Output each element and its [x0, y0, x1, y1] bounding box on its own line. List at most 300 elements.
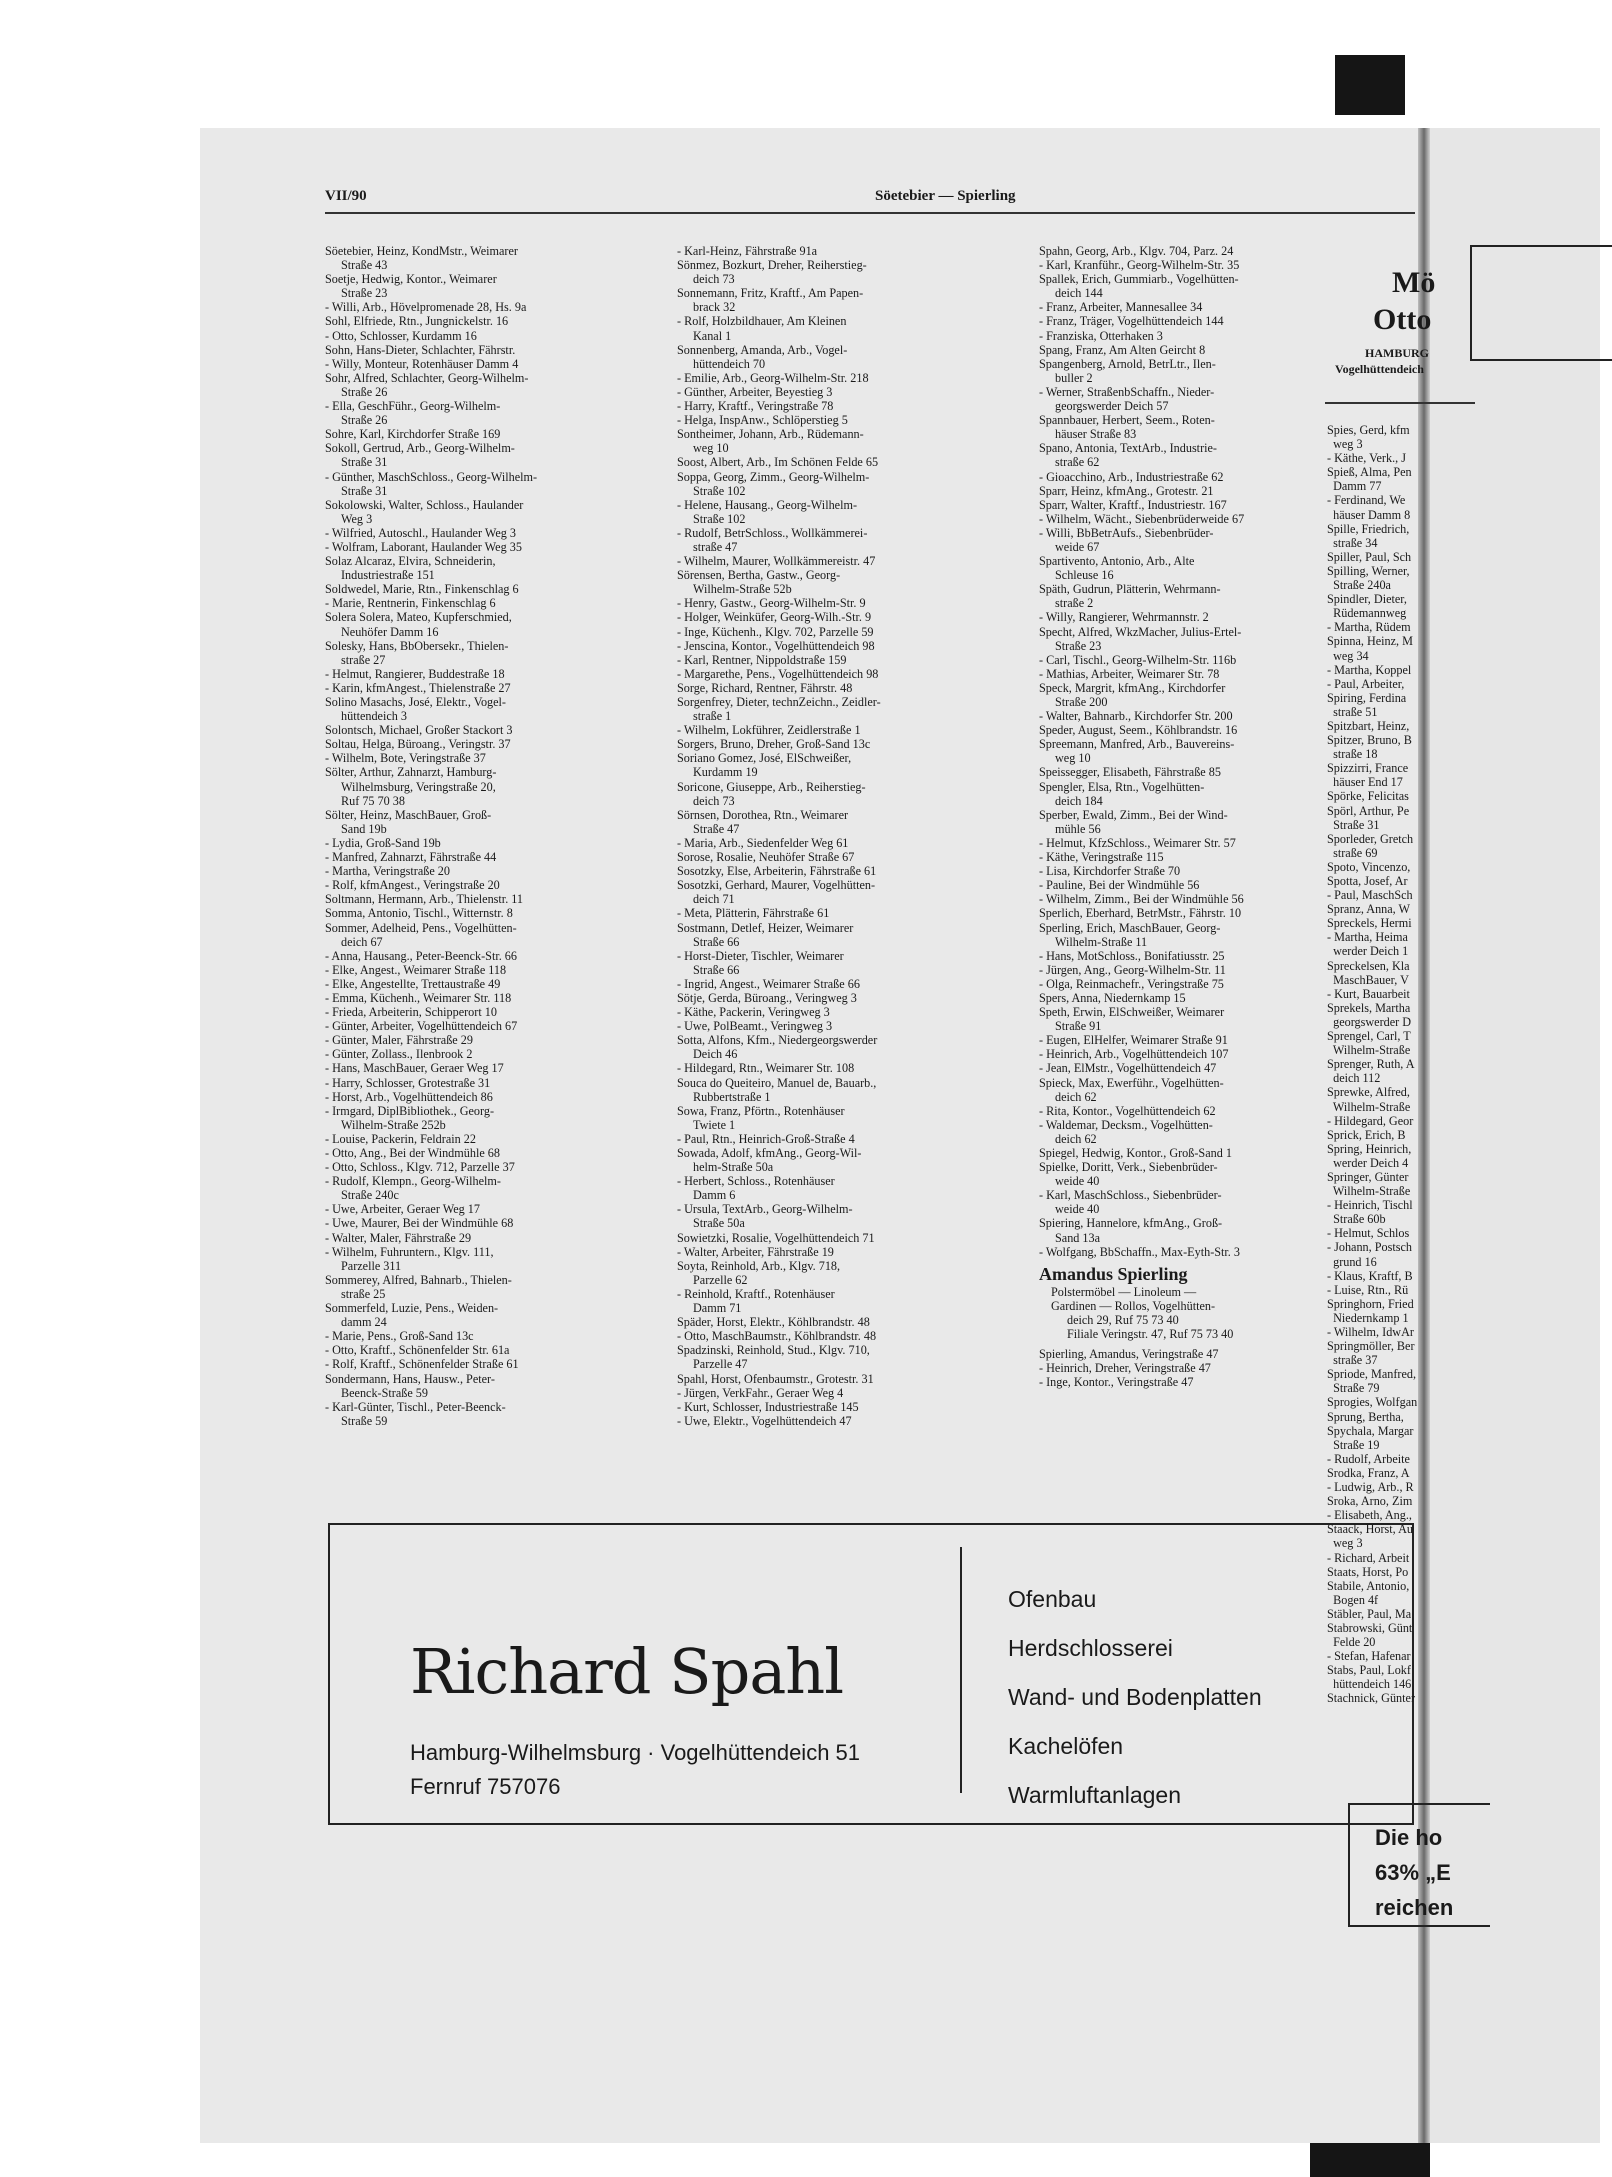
directory-entry: [677, 1076, 1015, 1104]
entry-continuation: Straße 102: [693, 511, 746, 526]
entry-continuation: Wilhelm-Straße 252b: [341, 1117, 446, 1132]
entry-continuation: georgswerder Deich 57: [1055, 399, 1169, 414]
entry-line: - Franziska, Otterhaken 3: [1039, 328, 1163, 343]
directory-entry: [677, 906, 1015, 920]
entry-line: - Karin, kfmAngest., Thielenstraße 27: [325, 680, 511, 695]
entry-line: - Paul, Rtn., Heinrich-Groß-Straße 4: [677, 1131, 855, 1146]
directory-entry: [677, 526, 1015, 554]
directory-entry: [325, 751, 663, 765]
entry-line: - Horst-Dieter, Tischler, Weimarer: [677, 948, 844, 963]
entry-line: Solaz Alcaraz, Elvira, Schneiderin,: [325, 554, 496, 569]
entry-line: Souca do Queiteiro, Manuel de, Bauarb.,: [677, 1075, 877, 1090]
entry-line: - Ingrid, Angest., Weimarer Straße 66: [677, 976, 860, 991]
ad-divider: [960, 1547, 962, 1793]
directory-entry: [325, 526, 663, 540]
entry-line: Sperlich, Eberhard, BetrMstr., Fährstr. 10: [1039, 906, 1242, 921]
entry-continuation: straße 47: [693, 539, 738, 554]
directory-entry: [325, 1202, 663, 1216]
directory-entry: [325, 1245, 663, 1273]
directory-entry: [1039, 343, 1377, 357]
entry-continuation: Weg 3: [341, 511, 373, 526]
entry-continuation: weide 67: [1055, 539, 1100, 554]
directory-entry: [325, 1301, 663, 1329]
entry-continuation: Straße 66: [693, 934, 740, 949]
directory-entry: [325, 357, 663, 371]
directory-entry: [677, 1104, 1015, 1132]
entry-line: - Ella, GeschFühr., Georg-Wilhelm-: [325, 399, 501, 414]
page-number: VII/90: [325, 188, 367, 204]
entry-line: Spartivento, Antonio, Arb., Alte: [1039, 554, 1195, 569]
ad-service: Warmluftanlagen: [1008, 1782, 1182, 1808]
directory-entry: [325, 610, 663, 638]
directory-entry: [677, 1414, 1015, 1428]
amandus-line: Filiale Veringstr. 47, Ruf 75 73 40: [1067, 1327, 1234, 1342]
directory-entry: [325, 808, 663, 836]
directory-entry: [325, 329, 663, 343]
directory-entry: [325, 892, 663, 906]
header-rule: [325, 212, 1415, 214]
entry-continuation: Schleuse 16: [1055, 568, 1114, 583]
entry-line: - Wolfram, Laborant, Haulander Weg 35: [325, 539, 522, 554]
entry-line: - Louise, Packerin, Feldrain 22: [325, 1131, 476, 1146]
directory-entry: [325, 1132, 663, 1146]
entry-line: Spallek, Erich, Gummiarb., Vogelhütten-: [1039, 272, 1239, 287]
entry-line: - Hans, MaschBauer, Geraer Weg 17: [325, 1061, 504, 1076]
directory-entry: [677, 455, 1015, 469]
entry-line: - Manfred, Zahnarzt, Fährstraße 44: [325, 850, 497, 865]
directory-entry: [325, 371, 663, 399]
directory-entry: [677, 1005, 1015, 1019]
right-page-column: Spies, Gerd, kfm weg 3 - Käthe, Verk., J Spieß, Alma, Pen Damm 77 - Ferdinand, We häuser Damm 8 Spille, Friedrich, straße 34 Spiller, Paul, Sch Spilling, Werner, Straße 240a Spindler, Dieter, Rüdemannweg - Martha, Rüdem Spinna, Heinz, M weg 34 - Martha, Koppel - Paul, Arbeiter, Spiring, Ferdina straße 51 Spitzbart, Heinz, Spitzer, Bruno, B straße 18 Spizzirri, France häuser End 17 Spörke, Felicitas Spörl, Arthur, Pe Straße 31 Sporleder, Gretch straße 69 Spoto, Vincenzo, Spotta, Josef, Ar - Paul, MaschSch Spranz, Anna, W Spreckels, Hermi - Martha, Heima werder Deich 1 Spreckelsen, Kla MaschBauer, V - Kurt, Bauarbeit Sprekels, Martha georgswerder D Sprengel, Carl, T Wilhelm-Straße Sprenger, Ruth, A deich 112 Sprewke, Alfred, Wilhelm-Straße - Hildegard, Geor Sprick, Erich, B Spring, Heinrich, werder Deich 4 Springer, Günter Wilhelm-Straße - Heinrich, Tischl Straße 60b - Helmut, Schlos - Johann, Postsch grund 16 - Klaus, Kraftf, B - Luise, Rtn., Rü Springhorn, Fried Niedernkamp 1 - Wilhelm, IdwAr Springmöller, Ber straße 37 Spriode, Manfred, Straße 79 Sprogies, Wolfgan Sprung, Bertha, Spychala, Margar Straße 19 - Rudolf, Arbeite Srodka, Franz, A - Ludwig, Arb., R Sroka, Arno, Zim - Elisabeth, Ang., Staack, Horst, Au weg 3 - Richard, Arbeit Staats, Horst, Po Stabile, Antonio, Bogen 4f Stäbler, Paul, Ma Stabrowski, Günt Felde 20 - Stefan, Hafenar Stabs, Paul, Lokf hüttendeich 146 Stachnick, Günter: [1327, 423, 1418, 1706]
entry-line: - Herbert, Schloss., Rotenhäuser: [677, 1174, 835, 1189]
entry-line: - Käthe, Veringstraße 115: [1039, 850, 1164, 865]
entry-line: - Meta, Plätterin, Fährstraße 61: [677, 906, 830, 921]
entry-line: Sosotzky, Else, Arbeiterin, Fährstraße 61: [677, 864, 877, 879]
entry-line: - Uwe, PolBeamt., Veringweg 3: [677, 1019, 833, 1034]
entry-line: - Willi, Arb., Hövelpromenade 28, Hs. 9a: [325, 300, 527, 315]
entry-continuation: damm 24: [341, 1315, 387, 1330]
directory-entry: [677, 244, 1015, 258]
entry-line: - Rita, Kontor., Vogelhüttendeich 62: [1039, 1103, 1216, 1118]
entry-line: - Inge, Kontor., Veringstraße 47: [1039, 1375, 1194, 1390]
entry-line: Sorgers, Bruno, Dreher, Groß-Sand 13c: [677, 737, 871, 752]
directory-entry: [677, 1061, 1015, 1075]
entry-line: - Otto, Schlosser, Kurdamm 16: [325, 328, 477, 343]
entry-continuation: helm-Straße 50a: [693, 1160, 774, 1175]
directory-entry: [325, 1019, 663, 1033]
directory-entry: [325, 878, 663, 892]
directory-entry: [677, 667, 1015, 681]
entry-line: Sölter, Arthur, Zahnarzt, Hamburg-: [325, 765, 497, 780]
entry-line: - Henry, Gastw., Georg-Wilhelm-Str. 9: [677, 596, 866, 611]
entry-line: Sparr, Walter, Kraftf., Industriestr. 167: [1039, 497, 1227, 512]
directory-entry: [677, 949, 1015, 977]
entry-continuation: Ruf 75 70 38: [341, 793, 405, 808]
entry-continuation: Straße 47: [693, 821, 740, 836]
entry-line: Sölter, Heinz, MaschBauer, Groß-: [325, 807, 492, 822]
entry-line: - Willy, Monteur, Rotenhäuser Damm 4: [325, 356, 519, 371]
entry-continuation: Neuhöfer Damm 16: [341, 624, 439, 639]
directory-entry: [325, 540, 663, 554]
entry-line: Sondermann, Hans, Hausw., Peter-: [325, 1371, 495, 1386]
entry-line: - Heinrich, Dreher, Veringstraße 47: [1039, 1361, 1211, 1376]
entry-line: Speck, Margrit, kfmAng., Kirchdorfer: [1039, 680, 1226, 695]
entry-continuation: Parzelle 311: [341, 1258, 402, 1273]
entry-line: Soppa, Georg, Zimm., Georg-Wilhelm-: [677, 469, 870, 484]
directory-entry: [325, 695, 663, 723]
entry-line: - Uwe, Arbeiter, Geraer Weg 17: [325, 1202, 480, 1217]
right-page-title-2: Otto: [1373, 303, 1432, 336]
directory-entry: [1039, 244, 1377, 258]
amandus-line: Polstermöbel — Linoleum —: [1051, 1284, 1197, 1299]
directory-entry: [677, 1400, 1015, 1414]
entry-continuation: Straße 240c: [341, 1188, 399, 1203]
entry-line: - Walter, Maler, Fährstraße 29: [325, 1230, 472, 1245]
directory-entry: [325, 921, 663, 949]
ad-company-name: Richard Spahl: [410, 1635, 844, 1708]
entry-line: Sötje, Gerda, Büroang., Veringweg 3: [677, 990, 857, 1005]
page-header: VII/90 Söetebier — Spierling: [325, 188, 1016, 204]
directory-entry: [325, 1216, 663, 1230]
directory-entry: [325, 963, 663, 977]
entry-line: Spano, Antonia, TextArb., Industrie-: [1039, 441, 1217, 456]
entry-line: Sohn, Hans-Dieter, Schlachter, Fährstr.: [325, 342, 516, 357]
entry-line: - Lydia, Groß-Sand 19b: [325, 835, 441, 850]
entry-line: - Walter, Bahnarb., Kirchdorfer Str. 200: [1039, 709, 1233, 724]
entry-line: Soltmann, Hermann, Arb., Thielenstr. 11: [325, 892, 524, 907]
entry-line: - Inge, Küchenh., Klgv. 702, Parzelle 59: [677, 624, 874, 639]
directory-entry: [325, 582, 663, 596]
ad-address: Hamburg-Wilhelmsburg · Vogelhüttendeich 51: [410, 1740, 861, 1765]
entry-line: Soriano Gomez, José, ElSchweißer,: [677, 751, 852, 766]
entry-line: - Rudolf, BetrSchloss., Wollkämmerei-: [677, 525, 868, 540]
entry-line: Sohre, Karl, Kirchdorfer Straße 169: [325, 427, 501, 442]
directory-entry: [677, 1343, 1015, 1371]
entry-line: - Waldemar, Decksm., Vogelhütten-: [1039, 1117, 1213, 1132]
entry-line: Sörensen, Bertha, Gastw., Georg-: [677, 568, 841, 583]
right-page-title-1: Mö: [1392, 266, 1436, 299]
entry-line: - Helmut, Rangierer, Buddestraße 18: [325, 666, 505, 681]
entry-line: Soost, Albert, Arb., Im Schönen Felde 65: [677, 455, 879, 470]
entry-line: - Helga, InspAnw., Schlöperstieg 5: [677, 413, 848, 428]
entry-line: Spieck, Max, Ewerführ., Vogelhütten-: [1039, 1075, 1224, 1090]
entry-line: - Frieda, Arbeiterin, Schipperort 10: [325, 1005, 497, 1020]
directory-entry: [677, 921, 1015, 949]
directory-entry: [325, 977, 663, 991]
entry-continuation: Straße 26: [341, 413, 388, 428]
entry-line: - Lisa, Kirchdorfer Straße 70: [1039, 864, 1181, 879]
directory-entry: [325, 399, 663, 427]
directory-entry: [325, 554, 663, 582]
entry-line: - Holger, Weinküfer, Georg-Wilh.-Str. 9: [677, 610, 872, 625]
entry-continuation: deich 67: [341, 934, 383, 949]
entry-line: - Otto, Schloss., Klgv. 712, Parzelle 37: [325, 1160, 515, 1175]
directory-entry: [677, 1231, 1015, 1245]
entry-line: Spiering, Hannelore, kfmAng., Groß-: [1039, 1216, 1223, 1231]
right-page-fragment: [1327, 128, 1600, 2143]
entry-continuation: Straße 66: [693, 962, 740, 977]
directory-entry: [325, 244, 663, 272]
entry-line: - Rolf, kfmAngest., Veringstraße 20: [325, 878, 500, 893]
directory-entry: [677, 1245, 1015, 1259]
entry-continuation: mühle 56: [1055, 821, 1101, 836]
entry-line: - Jenscina, Kontor., Vogelhüttendeich 98: [677, 638, 875, 653]
directory-entry: [677, 695, 1015, 723]
entry-continuation: straße 2: [1055, 596, 1094, 611]
scan-edge-top: [1335, 55, 1405, 115]
directory-entry: [677, 808, 1015, 836]
entry-continuation: Damm 71: [693, 1301, 742, 1316]
entry-line: - Martha, Veringstraße 20: [325, 864, 450, 879]
entry-line: Spadzinski, Reinhold, Stud., Klgv. 710,: [677, 1343, 870, 1358]
left-page: [200, 128, 1418, 2143]
entry-continuation: Parzelle 62: [693, 1272, 748, 1287]
entry-line: - Emma, Küchenh., Weimarer Str. 118: [325, 990, 512, 1005]
directory-entry: [1039, 258, 1377, 272]
entry-line: Speissegger, Elisabeth, Fährstraße 85: [1039, 765, 1221, 780]
directory-entry: [677, 751, 1015, 779]
directory-entry: [677, 1372, 1015, 1386]
entry-line: - Wilhelm, Bote, Veringstraße 37: [325, 751, 486, 766]
entry-continuation: hüttendeich 70: [693, 356, 766, 371]
entry-line: Spreemann, Manfred, Arb., Bauvereins-: [1039, 737, 1235, 752]
directory-entry: [325, 1047, 663, 1061]
entry-line: Sorge, Richard, Rentner, Fährstr. 48: [677, 680, 853, 695]
entry-line: Solontsch, Michael, Großer Stackort 3: [325, 723, 513, 738]
entry-line: Solino Masachs, José, Elektr., Vogel-: [325, 695, 506, 709]
entry-continuation: deich 62: [1055, 1089, 1097, 1104]
entry-line: - Helmut, KfzSchloss., Weimarer Str. 57: [1039, 835, 1236, 850]
entry-continuation: straße 25: [341, 1286, 386, 1301]
entry-continuation: Straße 59: [341, 1413, 388, 1428]
entry-line: Sönmez, Bozkurt, Dreher, Reiherstieg-: [677, 258, 867, 273]
entry-line: Solera Solera, Mateo, Kupferschmied,: [325, 610, 512, 625]
entry-continuation: Parzelle 47: [693, 1357, 748, 1372]
directory-entry: [677, 737, 1015, 751]
entry-line: Spahn, Georg, Arb., Klgv. 704, Parz. 24: [1039, 244, 1234, 258]
entry-line: Späder, Horst, Elektr., Köhlbrandstr. 48: [677, 1315, 870, 1330]
entry-continuation: deich 62: [1055, 1131, 1097, 1146]
directory-entry: [325, 441, 663, 469]
directory-entry: [325, 1160, 663, 1174]
entry-line: - Marie, Rentnerin, Finkenschlag 6: [325, 596, 496, 611]
right-page-city: HAMBURG: [1365, 346, 1429, 360]
entry-line: Sowa, Franz, Pförtn., Rotenhäuser: [677, 1103, 845, 1118]
entry-line: Sostmann, Detlef, Heizer, Weimarer: [677, 920, 854, 935]
entry-line: Sontheimer, Johann, Arb., Rüdemann-: [677, 427, 864, 442]
ad-phone: Fernruf 757076: [410, 1774, 561, 1799]
directory-entry: [325, 1061, 663, 1075]
entry-line: - Günther, Arbeiter, Beyestieg 3: [677, 384, 833, 399]
entry-continuation: Rubbertstraße 1: [693, 1089, 771, 1104]
entry-line: - Willi, BbBetrAufs., Siebenbrüder-: [1039, 525, 1214, 540]
entry-line: Sowada, Adolf, kfmAng., Georg-Wil-: [677, 1146, 862, 1160]
entry-line: - Otto, Kraftf., Schönenfelder Str. 61a: [325, 1343, 510, 1358]
ad-service: Wand- und Bodenplatten: [1008, 1684, 1262, 1710]
ad-service: Herdschlosserei: [1008, 1635, 1173, 1661]
entry-continuation: Straße 23: [341, 286, 388, 301]
entry-line: Sohr, Alfred, Schlachter, Georg-Wilhelm-: [325, 370, 529, 385]
entry-line: Sommerfeld, Luzie, Pens., Weiden-: [325, 1301, 499, 1316]
entry-continuation: Straße 23: [1055, 638, 1102, 653]
entry-line: - Wilhelm, Fuhruntern., Klgv. 111,: [325, 1244, 494, 1259]
entry-line: - Wilhelm, Lokführer, Zeidlerstraße 1: [677, 723, 861, 738]
directory-entry: [677, 413, 1015, 427]
directory-entry: [325, 1005, 663, 1019]
entry-continuation: Wilhelm-Straße 11: [1055, 934, 1148, 949]
entry-line: Soltau, Helga, Büroang., Veringstr. 37: [325, 737, 511, 752]
entry-line: - Irmgard, DiplBibliothek., Georg-: [325, 1103, 495, 1118]
entry-line: - Karl-Günter, Tischl., Peter-Beenck-: [325, 1399, 506, 1414]
entry-line: - Olga, Reinmachefr., Veringstraße 75: [1039, 976, 1224, 991]
directory-entry: [677, 568, 1015, 596]
entry-line: - Anna, Hausang., Peter-Beenck-Str. 66: [325, 948, 517, 963]
entry-line: - Carl, Tischl., Georg-Wilhelm-Str. 116b: [1039, 652, 1237, 667]
entry-line: - Uwe, Elektr., Vogelhüttendeich 47: [677, 1413, 852, 1428]
directory-entry: [325, 1400, 663, 1428]
directory-entry: [677, 977, 1015, 991]
entry-line: Späth, Gudrun, Plätterin, Wehrmann-: [1039, 582, 1221, 597]
entry-line: - Karl, MaschSchloss., Siebenbrüder-: [1039, 1188, 1222, 1203]
ad-services-list: [1008, 1575, 1262, 1820]
entry-line: - Eugen, ElHelfer, Weimarer Straße 91: [1039, 1033, 1228, 1048]
entry-line: Sorgenfrey, Dieter, technZeichn., Zeidler-: [677, 695, 881, 709]
entry-line: - Franz, Arbeiter, Mannesallee 34: [1039, 300, 1203, 315]
entry-line: - Otto, Ang., Bei der Windmühle 68: [325, 1146, 500, 1160]
entry-continuation: Sand 13a: [1055, 1230, 1101, 1245]
directory-entry: [677, 1033, 1015, 1061]
entry-line: Spengler, Elsa, Rtn., Vogelhütten-: [1039, 779, 1205, 794]
directory-entry: [1039, 329, 1377, 343]
entry-continuation: deich 73: [693, 272, 735, 287]
entry-line: - Pauline, Bei der Windmühle 56: [1039, 878, 1200, 893]
directory-entry: [325, 427, 663, 441]
entry-continuation: brack 32: [693, 300, 736, 315]
directory-entry: [325, 737, 663, 751]
entry-line: - Otto, MaschBaumstr., Köhlbrandstr. 48: [677, 1329, 877, 1344]
right-page-rule: [1325, 402, 1475, 404]
directory-entry: [677, 836, 1015, 850]
entry-line: - Wilhelm, Maurer, Wollkämmereistr. 47: [677, 554, 876, 569]
entry-line: - Karl, Rentner, Nippoldstraße 159: [677, 652, 847, 667]
entry-line: - Elke, Angestellte, Trettaustraße 49: [325, 976, 501, 991]
directory-entry: [677, 878, 1015, 906]
directory-entry: [1039, 385, 1377, 413]
directory-entry: [1039, 272, 1377, 300]
entry-continuation: weg 10: [1055, 751, 1091, 766]
directory-entry: [325, 850, 663, 864]
entry-continuation: Wilhelm-Straße 52b: [693, 582, 792, 597]
directory-entry: [677, 1174, 1015, 1202]
entry-line: Soetje, Hedwig, Kontor., Weimarer: [325, 272, 497, 287]
entry-line: Spiegel, Hedwig, Kontor., Groß-Sand 1: [1039, 1146, 1232, 1160]
entry-line: - Maria, Arb., Siedenfelder Weg 61: [677, 835, 849, 850]
entry-line: - Wilhelm, Wächt., Siebenbrüderweide 67: [1039, 511, 1245, 526]
entry-line: Spahl, Horst, Ofenbaumstr., Grotestr. 31: [677, 1371, 874, 1386]
entry-line: - Günter, Maler, Fährstraße 29: [325, 1033, 473, 1048]
entry-line: - Jürgen, Ang., Georg-Wilhelm-Str. 11: [1039, 962, 1226, 977]
entry-continuation: Beenck-Straße 59: [341, 1385, 428, 1400]
entry-line: Sperling, Erich, MaschBauer, Georg-: [1039, 920, 1221, 935]
entry-line: - Harry, Kraftf., Veringstraße 78: [677, 399, 834, 414]
entry-continuation: Industriestraße 151: [341, 568, 435, 583]
entry-continuation: straße 1: [693, 709, 732, 724]
entry-line: Sosotzki, Gerhard, Maurer, Vogelhütten-: [677, 878, 876, 893]
directory-entry: [325, 1104, 663, 1132]
entry-continuation: deich 144: [1055, 286, 1103, 301]
entry-line: - Kurt, Schlosser, Industriestraße 145: [677, 1399, 859, 1414]
entry-line: - Günter, Zollass., Ilenbrook 2: [325, 1047, 473, 1062]
entry-line: - Rolf, Kraftf., Schönenfelder Straße 61: [325, 1357, 519, 1372]
directory-entry: [325, 1343, 663, 1357]
entry-line: - Walter, Arbeiter, Fährstraße 19: [677, 1244, 834, 1259]
directory-entry: [677, 343, 1015, 371]
entry-line: Spangenberg, Arnold, BetrLtr., Ilen-: [1039, 356, 1216, 371]
entry-continuation: Wilhelmsburg, Veringstraße 20,: [341, 779, 496, 794]
directory-entry: [677, 1386, 1015, 1400]
directory-entry: [677, 470, 1015, 498]
entry-line: Spielke, Doritt, Verk., Siebenbrüder-: [1039, 1160, 1218, 1175]
directory-entry: [325, 1273, 663, 1301]
entry-continuation: Damm 6: [693, 1188, 736, 1203]
entry-line: - Horst, Arb., Vogelhüttendeich 86: [325, 1089, 493, 1104]
directory-entry: [677, 554, 1015, 568]
entry-line: Specht, Alfred, WkzMacher, Julius-Ertel-: [1039, 624, 1242, 639]
directory-entry: [325, 723, 663, 737]
entry-continuation: weg 10: [693, 441, 729, 456]
entry-line: Speth, Erwin, ElSchweißer, Weimarer: [1039, 1005, 1225, 1020]
entry-line: - Elke, Angest., Weimarer Straße 118: [325, 962, 507, 977]
entry-line: - Karl, Kranführ., Georg-Wilhelm-Str. 35: [1039, 258, 1240, 273]
right-page-header-box: [1470, 245, 1612, 361]
entry-line: - Uwe, Maurer, Bei der Windmühle 68: [325, 1216, 514, 1231]
entry-line: - Harry, Schlosser, Grotestraße 31: [325, 1075, 491, 1090]
entry-line: Spierling, Amandus, Veringstraße 47: [1039, 1347, 1219, 1362]
entry-continuation: Kanal 1: [693, 328, 732, 343]
entry-continuation: Sand 19b: [341, 821, 387, 836]
ad-service: Kachelöfen: [1008, 1733, 1124, 1759]
directory-column-1: [325, 244, 663, 1428]
directory-entry: [677, 991, 1015, 1005]
entry-line: - Franz, Träger, Vogelhüttendeich 144: [1039, 314, 1224, 329]
amandus-title: Amandus Spierling: [1039, 1263, 1188, 1284]
entry-continuation: Kurdamm 19: [693, 765, 758, 780]
directory-entry: [677, 1259, 1015, 1287]
entry-continuation: deich 73: [693, 793, 735, 808]
right-page-ad-text: Die ho 63% „E reichen: [1375, 1825, 1454, 1920]
directory-entry: [325, 836, 663, 850]
directory-entry: [325, 1033, 663, 1047]
directory-entry: [325, 343, 663, 357]
entry-line: Soyta, Reinhold, Arb., Klgv. 718,: [677, 1258, 841, 1273]
directory-entry: [1039, 300, 1377, 314]
entry-continuation: weide 40: [1055, 1174, 1100, 1189]
entry-continuation: häuser Straße 83: [1055, 427, 1137, 442]
directory-entry: [1039, 357, 1377, 385]
entry-continuation: straße 62: [1055, 455, 1100, 470]
entry-line: - Marie, Pens., Groß-Sand 13c: [325, 1329, 474, 1344]
entry-line: - Willy, Rangierer, Wehrmannstr. 2: [1039, 610, 1209, 625]
richard-spahl-advertisement: [328, 1523, 1414, 1825]
entry-line: - Werner, StraßenbSchaffn., Nieder-: [1039, 384, 1215, 399]
entry-line: Speder, August, Seem., Köhlbrandstr. 16: [1039, 723, 1238, 738]
directory-entry: [325, 906, 663, 920]
directory-entry: [677, 258, 1015, 286]
entry-continuation: Straße 26: [341, 384, 388, 399]
entry-continuation: Straße 91: [1055, 1019, 1102, 1034]
entry-line: - Jürgen, VerkFahr., Geraer Weg 4: [677, 1385, 844, 1400]
entry-line: - Rolf, Holzbildhauer, Am Kleinen: [677, 314, 847, 329]
